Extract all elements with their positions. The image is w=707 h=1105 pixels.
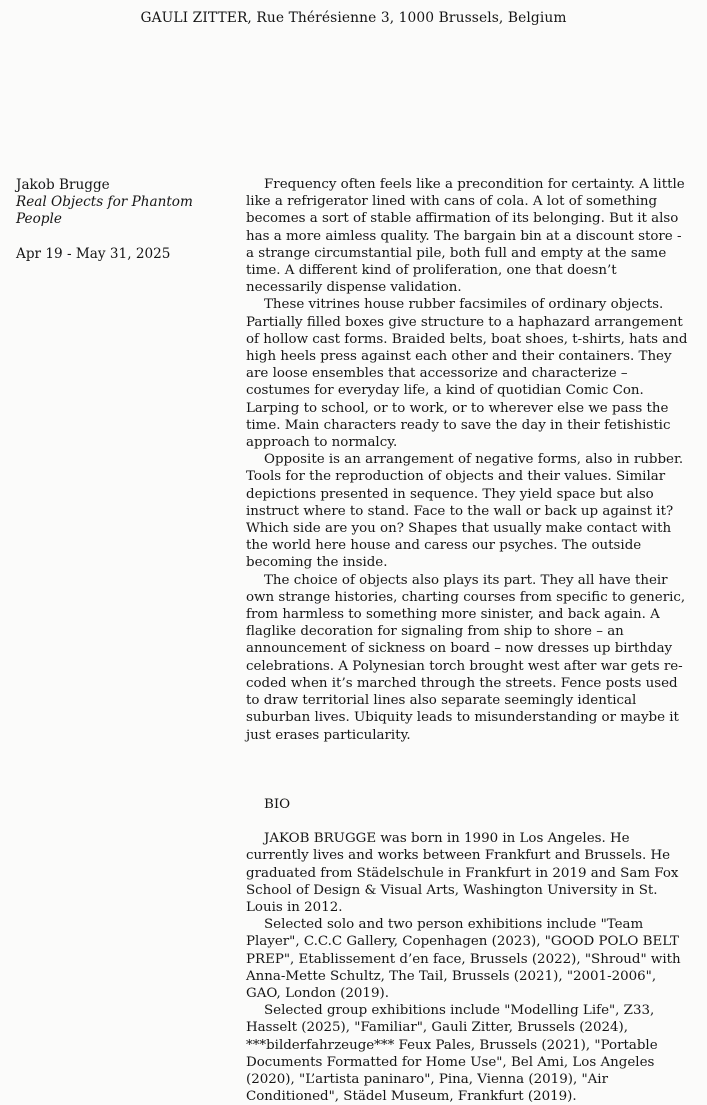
gallery-address-header: GAULI ZITTER, Rue Thérésienne 3, 1000 Brussels, Belgium [140, 10, 567, 26]
exhibition-dates: Apr 19 - May 31, 2025 [16, 245, 171, 262]
bio-heading: BIO [264, 796, 291, 812]
bio-paragraph-2: Selected solo and two person exhibitions include "Team Player", C.C.C Gallery, Copenhagen (2023), "GOOD POLO BELT PREP", Etablissement d’en face, Brussels (2022), "Shroud" with Anna-Mette Schultz, The Tail, Brussels (2021), "2001-2006", GAO, London (2019). [246, 917, 681, 1001]
bio-paragraph-1: JAKOB BRUGGE was born in 1990 in Los Angeles. He currently lives and works between Frankfurt and Brussels. He graduated from Städelschule in Frankfurt in 2019 and Sam Fox School of Design & Visual Arts, Washington University in St. Louis in 2012. [246, 831, 679, 915]
press-release-text [246, 176, 693, 1105]
body-paragraph-4: The choice of objects also plays its part. They all have their own strange histories, charting courses from specific to generic, from harmless to something more sinister, and back again. A flaglike decoration for signaling from ship to shore – an announcement of sickness on board – now dresses up birthday celebrations. A Polynesian torch brought west after war gets re-coded when it’s marched through the streets. Fence posts used to draw territorial lines also separate seemingly identical suburban lives. Ubiquity leads to misunderstanding or maybe it just erases particularity. [246, 572, 686, 743]
exhibition-info [16, 177, 241, 263]
bio-paragraph-3: Selected group exhibitions include "Modelling Life", Z33, Hasselt (2025), "Familiar", Gauli Zitter, Brussels (2024), ***bilderfahrzeuge*** Feux Pales, Brussels (2021), "Portable Documents Formatted for Home Use", Bel Ami, Los Angeles (2020), "L’artista paninaro", Pina, Vienna (2019), "Air Conditioned", Städel Museum, Frankfurt (2019). [246, 1003, 658, 1105]
body-paragraph-1: Frequency often feels like a precondition for certainty. A little like a refrigerator lined with cans of cola. A lot of something becomes a sort of stable affirmation of its belonging. But it also has a more aimless quality. The bargain bin at a discount store - a strange circumstantial pile, both full and empty at the same time. A different kind of proliferation, one that doesn’t necessarily dispense validation. [246, 177, 685, 296]
body-paragraph-3: Opposite is an arrangement of negative forms, also in rubber. Tools for the reproduction of objects and their values. Similar depictions presented in sequence. They yield space but also instruct where to stand. Face to the wall or back up against it? Which side are you on? Shapes that usually make contact with the world here house and caress our psyches. The outside becoming the inside. [246, 452, 684, 571]
body-paragraph-2: These vitrines house rubber facsimiles of ordinary objects. Partially filled boxes give structure to a haphazard arrangement of hollow cast forms. Braided belts, boat shoes, t-shirts, hats and high heels press against each other and their containers. They are loose ensembles that accessorize and characterize – costumes for everyday life, a kind of quotidian Comic Con. Larping to school, or to work, or to wherever else we pass the time. Main characters ready to save the day in their fetishistic approach to normalcy. [246, 297, 688, 451]
exhibition-title: Real Objects for Phantom People [16, 194, 193, 228]
bio-section [246, 796, 693, 1105]
artist-name: Jakob Brugge [16, 177, 110, 193]
